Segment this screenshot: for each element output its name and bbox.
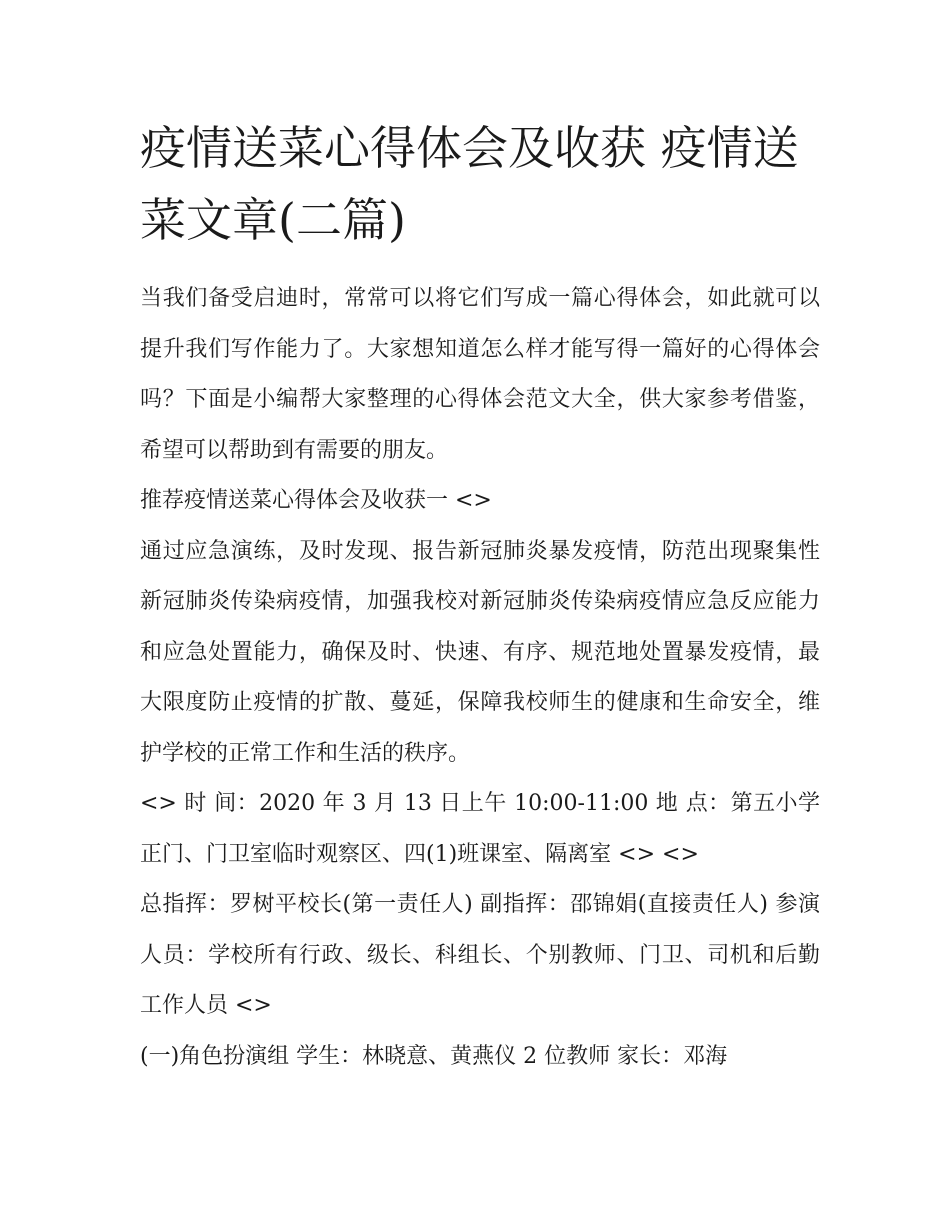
time-location-paragraph: <> 时 间：2020 年 3 月 13 日上午 10:00-11:00 地 点：第五小学正门、门卫室临时观察区、四(1)班课室、隔离室 <> <> [140,791,820,867]
section-heading: 推荐疫情送菜心得体会及收获一 <> [140,488,492,513]
roles-paragraph: (一)角色扮演组 学生：林晓意、黄燕仪 2 位教师 家长：邓海 [140,1043,728,1069]
purpose-paragraph: 通过应急演练，及时发现、报告新冠肺炎暴发疫情，防范出现聚集性新冠肺炎传染病疫情，加强我校对新冠肺炎传染病疫情应急反应能力和应急处置能力，确保及时、快速、有序、规范地处置暴发疫情，最大限度防止疫情的扩散、蔓延，保障我校师生的健康和生命安全，维护学校的正常工作和生活的秩序。 [140,538,820,766]
intro-paragraph: 当我们备受启迪时，常常可以将它们写成一篇心得体会，如此就可以提升我们写作能力了。大家想知道怎么样才能写得一篇好的心得体会吗？下面是小编帮大家整理的心得体会范文大全，供大家参考借鉴，希望可以帮助到有需要的朋友。 [140,286,820,463]
personnel-paragraph: 总指挥：罗树平校长(第一责任人) 副指挥：邵锦娟(直接责任人) 参演人员：学校所有行政、级长、科组长、个别教师、门卫、司机和后勤工作人员 <> [140,892,820,1018]
document-title: 疫情送菜心得体会及收获 疫情送菜文章(二篇) [140,121,799,247]
document-page [140,112,820,1082]
